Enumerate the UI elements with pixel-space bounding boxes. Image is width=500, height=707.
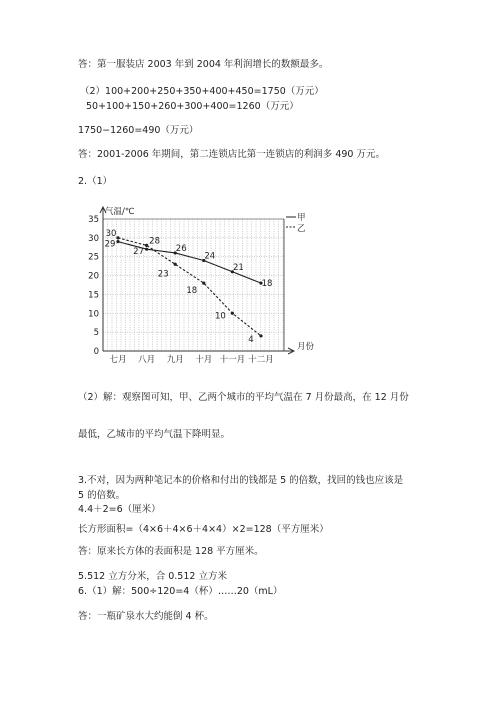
- data-label: 18: [261, 279, 273, 290]
- data-label: 29: [104, 239, 116, 250]
- data-label: 30: [105, 228, 117, 239]
- data-point: [145, 244, 148, 247]
- answer-line-5: 答：2001-2006 年期间，第二连锁店比第一连锁店的利润多 490 万元。: [78, 149, 385, 160]
- y-tick-label: 10: [88, 309, 99, 320]
- calc-line-11: 4.4＋2=6（厘米）: [78, 504, 161, 515]
- analysis-line-7: （2）解：观察图可知，甲、乙两个城市的平均气温在 7 月份最高，在 12 月份: [78, 392, 409, 403]
- answer-line-10: 5 的倍数。: [78, 490, 126, 501]
- y-tick-label: 15: [88, 290, 99, 301]
- legend-label-dashed: 乙: [297, 224, 306, 234]
- data-label: 18: [186, 286, 198, 297]
- data-point: [259, 334, 262, 337]
- data-point: [231, 312, 234, 315]
- data-label: 21: [232, 262, 244, 273]
- answer-line-13: 答：原来长方体的表面积是 128 平方厘米。: [78, 546, 264, 557]
- y-axis-label: 气温/℃: [105, 207, 135, 217]
- y-tick-label: 20: [88, 271, 99, 282]
- x-tick-label: 九月: [166, 355, 184, 365]
- data-label: 23: [157, 269, 169, 280]
- calc-line-3: 50+100+150+260+300+400=1260（万元）: [86, 101, 299, 112]
- calc-line-14: 5.512 立方分米，合 0.512 立方米: [78, 571, 227, 582]
- data-label: 28: [149, 236, 161, 247]
- legend-label-solid: 甲: [297, 213, 306, 223]
- data-label: 27: [133, 247, 145, 258]
- answer-line-16: 答：一瓶矿泉水大约能倒 4 杯。: [78, 611, 214, 622]
- y-tick-label: 35: [88, 215, 99, 225]
- data-label: 4: [248, 334, 254, 345]
- y-tick-label: 25: [88, 252, 99, 263]
- x-tick-label: 七月: [109, 355, 127, 365]
- data-label: 24: [204, 251, 216, 262]
- x-tick-label: 八月: [138, 355, 156, 365]
- analysis-line-8: 最低，乙城市的平均气温下降明显。: [78, 429, 231, 440]
- calc-line-12: 长方形面积=（4×6＋4×6＋4×4）×2=128（平方厘米）: [78, 524, 329, 535]
- data-point: [116, 236, 119, 239]
- data-point: [116, 240, 119, 243]
- data-label: 10: [214, 311, 226, 322]
- data-label: 26: [175, 243, 187, 254]
- calc-line-2: （2）100+200+250+350+400+450=1750（万元）: [80, 86, 324, 97]
- calc-line-15: 6.（1）解：500÷120=4（杯）……20（mL）: [78, 586, 283, 597]
- answer-line-1: 答：第一服装店 2003 年到 2004 年利润增长的数额最多。: [78, 59, 329, 70]
- data-point: [145, 248, 148, 251]
- x-tick-label: 十二月: [248, 355, 274, 365]
- y-tick-label: 30: [88, 233, 99, 244]
- x-tick-label: 十月: [195, 355, 213, 365]
- calc-line-4: 1750−1260=490（万元）: [78, 125, 199, 136]
- data-point: [202, 282, 205, 285]
- x-tick-label: 十一月: [219, 355, 246, 365]
- y-tick-label: 0: [93, 347, 99, 357]
- answer-line-9: 3.不对，因为两种笔记本的价格和付出的钱都是 5 的倍数，找回的钱也应该是: [78, 475, 404, 486]
- data-point: [174, 263, 177, 266]
- temperature-line-chart: [88, 204, 328, 376]
- question-2-label: 2.（1）: [78, 176, 113, 187]
- chart-svg: [88, 204, 328, 376]
- y-tick-label: 5: [93, 328, 99, 339]
- x-axis-label: 月份: [297, 342, 315, 352]
